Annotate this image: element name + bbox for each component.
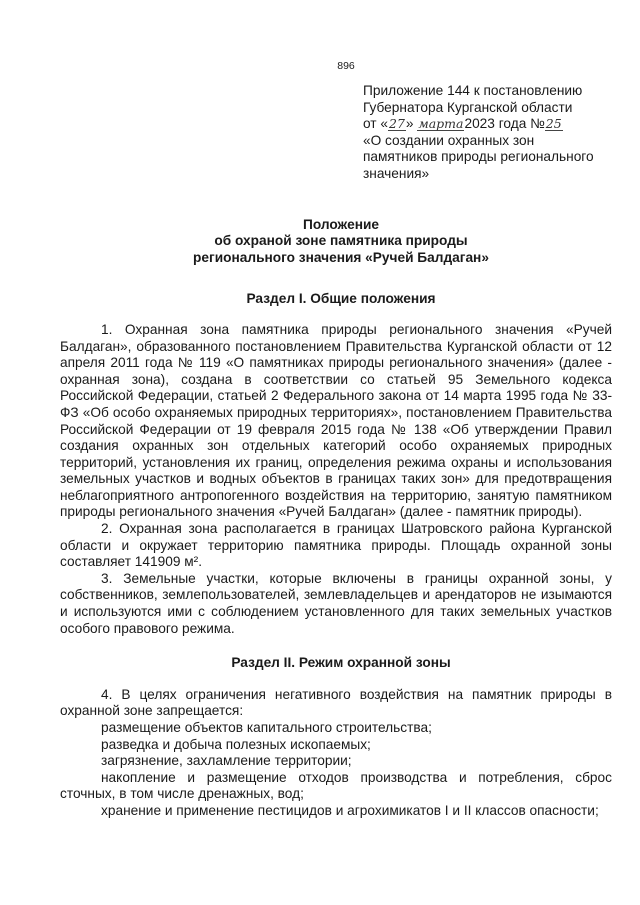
paragraph: 2. Охранная зона располагается в границах Шатровского района Курганской области и окружает территорию памятника природы. Площадь охранной зоны составляет 141909 м². — [60, 521, 612, 570]
title-line-2: об охраной зоне памятника природы — [214, 233, 468, 249]
appendix-block — [363, 83, 618, 183]
handwritten-day: 27 — [389, 116, 405, 132]
section-1-body — [60, 322, 612, 637]
paragraph: 3. Земельные участки, которые включены в границы охранной зоны, у собственников, землепользователей, землевладельцев и арендаторов не изымаются и используются ими с соблюдением установленного для таких земельных участков особого правового режима. — [60, 570, 612, 636]
document-title — [70, 217, 612, 267]
appendix-line-1: Приложение 144 к постановлению — [363, 83, 583, 98]
handwritten-month: марта — [418, 116, 464, 132]
appendix-line-6: значения» — [363, 165, 430, 181]
appendix-line-2: Губернатора Курганской области — [363, 99, 573, 115]
list-item: хранение и применение пестицидов и агрохимикатов I и II классов опасности; — [101, 802, 599, 818]
list-item: накопление и размещение отходов производства и потребления, сброс сточных, в том числе дренажных, вод; — [60, 769, 612, 802]
appendix-date-suffix: 2023 года № — [464, 116, 545, 132]
title-line-3: регионального значения «Ручей Балдаган» — [193, 249, 489, 265]
section-1-heading: Раздел I. Общие положения — [246, 291, 436, 307]
list-item: загрязнение, захламление территории; — [101, 753, 352, 769]
title-line-1: Положение — [303, 216, 379, 232]
paragraph: 4. В целях ограничения негативного воздействия на памятник природы в охранной зоне запрещается: — [60, 686, 612, 719]
appendix-date-line: от «27» марта2023 года №25 — [363, 116, 562, 132]
page-number: 896 — [337, 60, 355, 72]
appendix-line-4: «О создании охранных зон — [363, 132, 535, 148]
section-2-heading: Раздел II. Режим охранной зоны — [231, 655, 451, 671]
paragraph: 1. Охранная зона памятника природы регионального значения «Ручей Балдаган», образованного постановлением Правительства Курганской области от 12 апреля 2011 года № 119 «О памятниках природы регионального значения» (далее - охранная зона), создана в соответствии со статьей 95 Земельного кодекса Российской Федерации, статьей 2 Федерального закона от 14 марта 1995 года № 33-ФЗ «Об особо охраняемых природных территориях», постановлением Правительства Российской Федерации от 19 февраля 2015 года № 138 «Об утверждении Правил создания охранных зон отдельных категорий особо охраняемых природных территорий, установления их границ, определения режима охраны и использования земельных участков и водных объектов в границах таких зон» для предотвращения неблагоприятного антропогенного воздействия на территорию, занятую памятником природы регионального значения «Ручей Балдаган» (далее - памятник природы). — [60, 321, 612, 520]
handwritten-number: 25 — [545, 116, 562, 132]
appendix-line-5: памятников природы регионального — [363, 149, 594, 165]
list-item: размещение объектов капитального строительства; — [101, 720, 432, 735]
appendix-date-prefix: от « — [363, 116, 388, 132]
section-2-body — [60, 687, 612, 820]
list-item: разведка и добыча полезных ископаемых; — [101, 736, 371, 752]
